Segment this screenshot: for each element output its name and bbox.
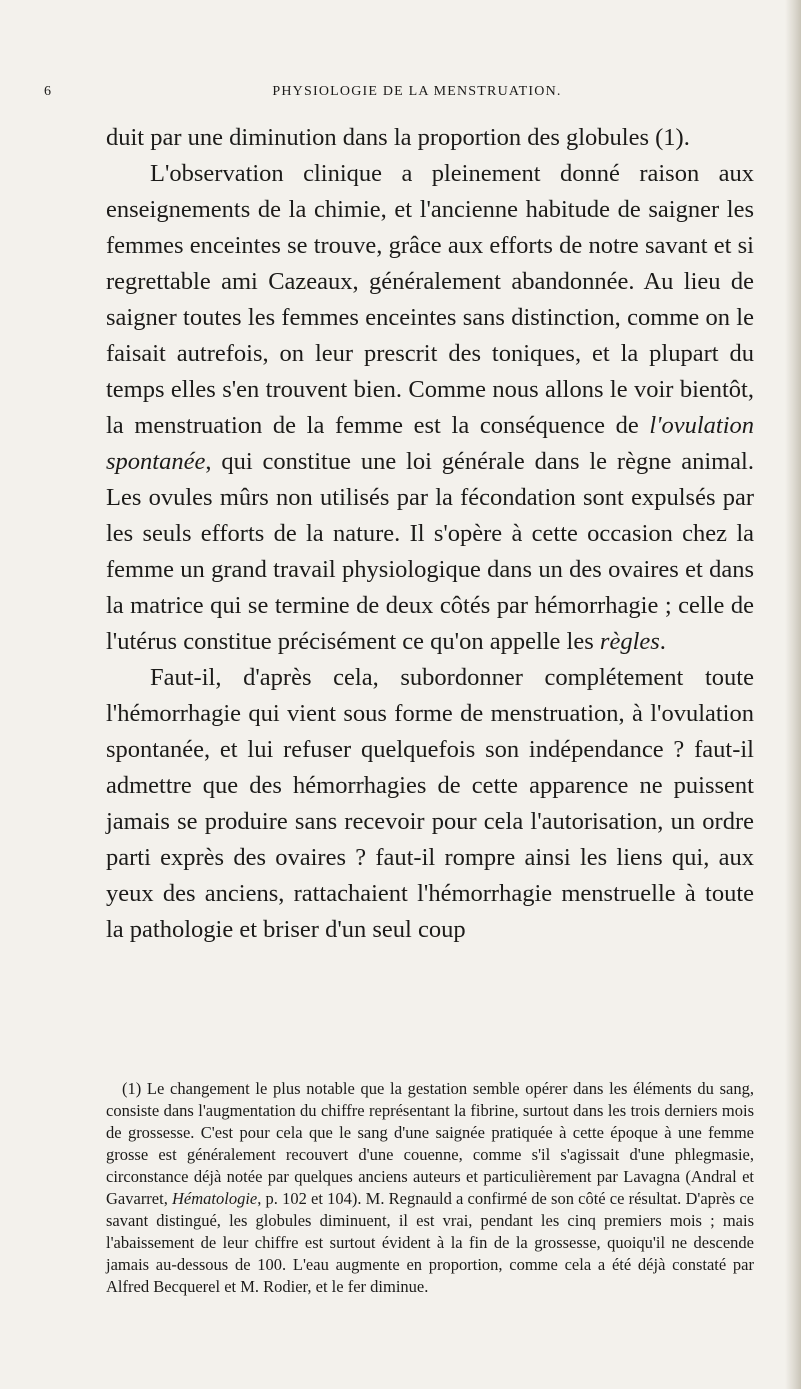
paragraph-continuation: duit par une diminution dans la proportion des globules (1). [106,124,690,151]
text-run: L'observation clinique a pleinement donné raison aux enseignements de la chimie, et l'ancienne habitude de saigner les femmes enceintes se trouve, grâce aux efforts de notre savant et si regrettable ami Cazeaux, généralement abandonnée. Au lieu de saigner toutes les femmes enceintes sans distinction, comme on le faisait autrefois, on leur prescrit des toniques, et la plupart du temps elles s'en trouvent bien. Comme nous allons le voir bientôt, la menstruation de la femme est la conséquence de [106,160,754,439]
text-run: . [659,628,666,655]
page-header [44,84,760,106]
emphasis-ovulation: l'ovulation spontanée [106,412,754,475]
paragraph-observation [106,156,754,660]
footnotes [106,1078,754,1298]
emphasis-hematologie: Hématologie [172,1189,258,1208]
text-run: (1) Le changement le plus notable que la gestation semble opérer dans les éléments du sang, consiste dans l'augmentation du chiffre représentant la fibrine, surtout dans les trois derniers mois de grossesse. C'est pour cela que le sang d'une saignée pratiquée à cette époque à une femme grosse est généralement recouvert d'une couenne, comme s'il s'agissait d'une phlegmasie, circonstance déjà notée par quelques anciens auteurs et particulièrement par Lavagna (Andral et Gavarret, [106,1079,754,1208]
text-run: , p. 102 et 104). M. Regnauld a confirmé de son côté ce résultat. D'après ce savant distingué, les globules diminuent, il est vrai, pendant les cinq premiers mois ; mais l'abaissement de leur chiffre est surtout évident à la fin de la grossesse, quoiqu'il ne descende jamais au-dessous de 100. L'eau augmente en proportion, comme cela a été déjà constaté par Alfred Becquerel et M. Rodier, et le fer diminue. [106,1189,754,1296]
main-text [106,120,754,948]
footnote-1 [106,1078,754,1298]
page-number: 6 [44,84,53,99]
emphasis-regles: règles [599,628,660,655]
paragraph-question: Faut-il, d'après cela, subordonner complétement toute l'hémorrhagie qui vient sous forme de menstruation, à l'ovulation spontanée, et lui refuser quelquefois son indépendance ? faut-il admettre que des hémorrhagies de cette apparence ne puissent jamais se produire sans recevoir pour cela l'autorisation, un ordre parti exprès des ovaires ? faut-il rompre ainsi les liens qui, aux yeux des anciens, rattachaient l'hémorrhagie menstruelle à toute la pathologie et briser d'un seul coup [106,664,754,943]
page-edge [785,0,801,1389]
running-title: PHYSIOLOGIE DE LA MENSTRUATION. [272,84,562,99]
text-run: , qui constitue une loi générale dans le règne animal. Les ovules mûrs non utilisés par la fécondation sont expulsés par les seuls efforts de la nature. Il s'opère à cette occasion chez la femme un grand travail physiologique dans un des ovaires et dans la matrice qui se termine de deux côtés par hémorrhagie ; celle de l'utérus constitue précisément ce qu'on appelle les [106,448,754,655]
